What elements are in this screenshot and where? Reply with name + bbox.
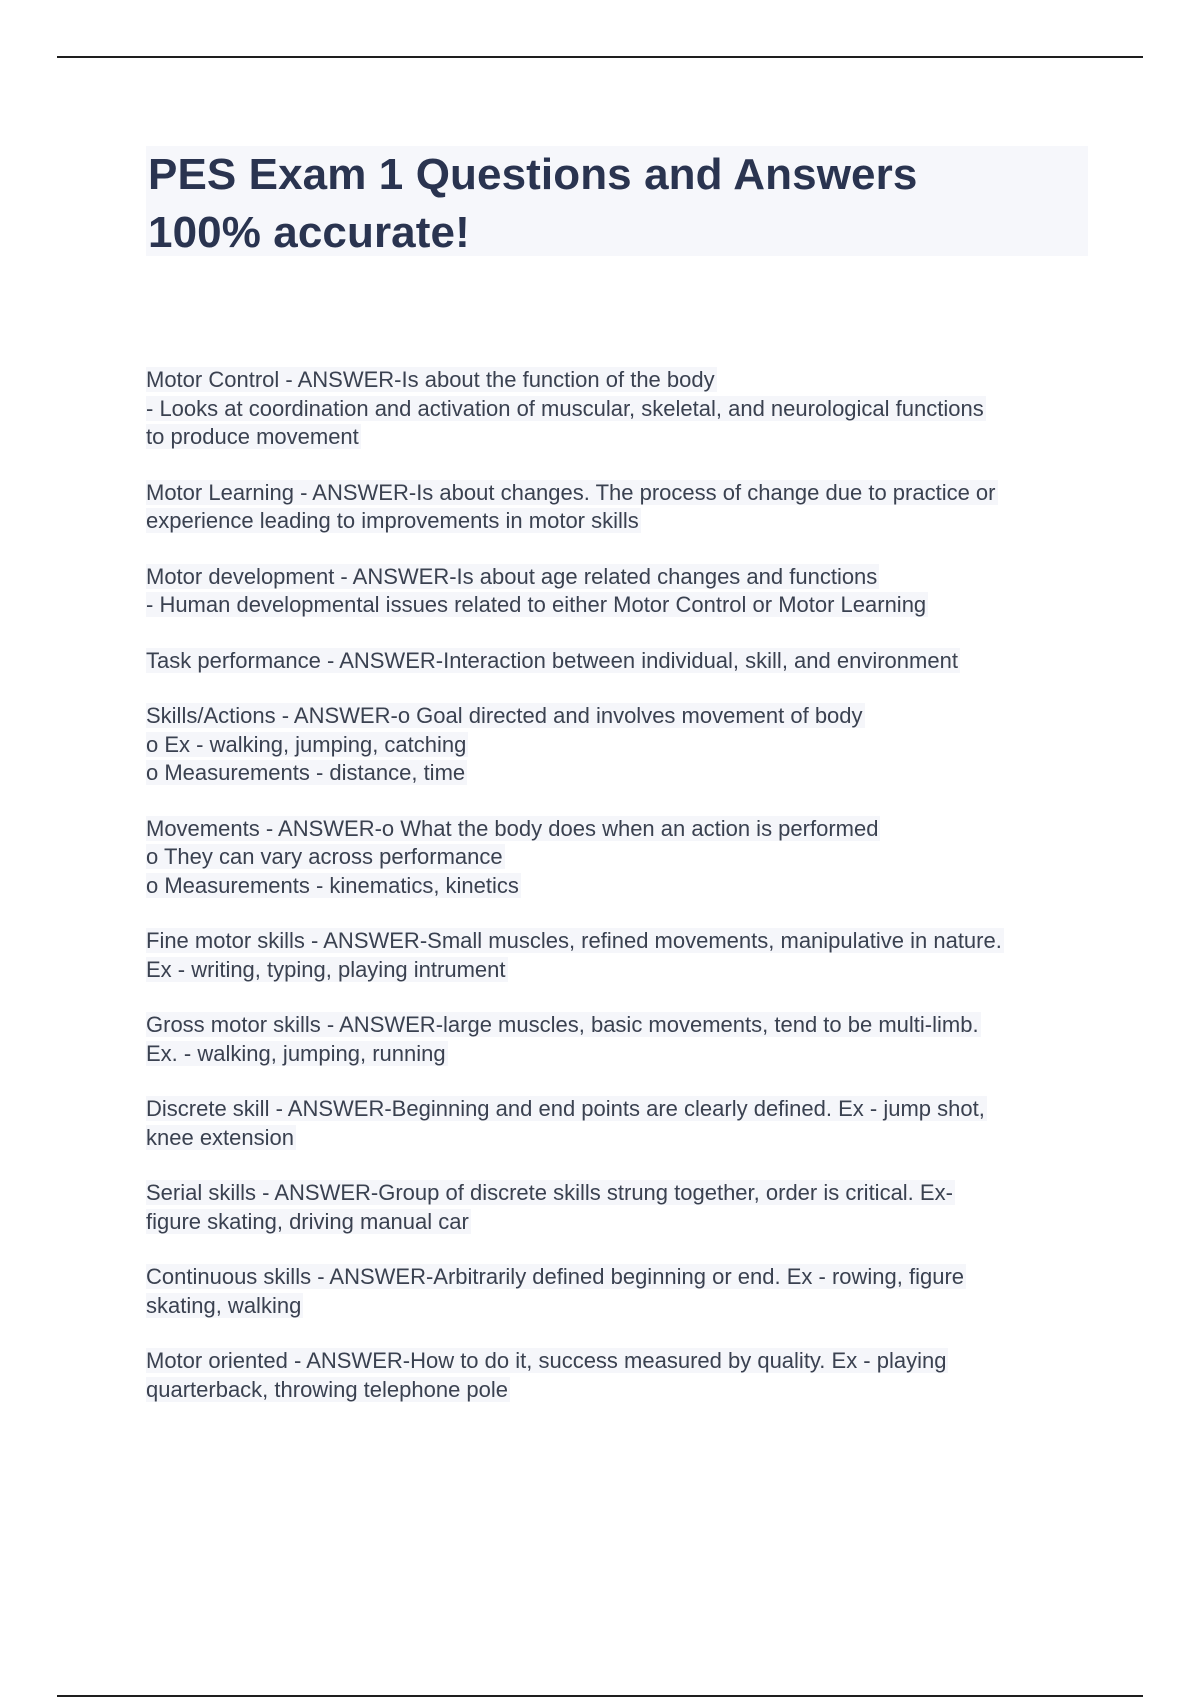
qa-line: Motor development - ANSWER-Is about age related changes and functions <box>146 563 878 589</box>
qa-item <box>146 1347 1096 1404</box>
qa-item <box>146 1095 1096 1152</box>
qa-line: Motor Control - ANSWER-Is about the function of the body <box>146 367 715 392</box>
qa-line: o Measurements - distance, time <box>146 760 466 785</box>
bottom-rule <box>57 1695 1143 1697</box>
qa-item <box>146 702 1096 788</box>
qa-item <box>146 1011 1096 1068</box>
qa-line: figure skating, driving manual car <box>146 1208 469 1234</box>
qa-item <box>146 1179 1096 1236</box>
qa-line: Movements - ANSWER-o What the body does when an action is performed <box>146 815 879 841</box>
qa-line: Skills/Actions - ANSWER-o Goal directed and involves movement of body <box>146 703 863 728</box>
qa-line: - Looks at coordination and activation of muscular, skeletal, and neurological functions <box>146 395 984 421</box>
qa-line: Ex - writing, typing, playing intrument <box>146 956 506 982</box>
qa-line: quarterback, throwing telephone pole <box>146 1376 509 1402</box>
qa-line: Discrete skill - ANSWER-Beginning and end points are clearly defined. Ex - jump shot, <box>146 1096 985 1121</box>
qa-item <box>146 366 1096 452</box>
qa-line: knee extension <box>146 1124 294 1150</box>
qa-line: Gross motor skills - ANSWER-large muscles, basic movements, tend to be multi-limb. <box>146 1012 979 1037</box>
qa-line: o Measurements - kinematics, kinetics <box>146 872 519 898</box>
qa-line: Continuous skills - ANSWER-Arbitrarily defined beginning or end. Ex - rowing, figure <box>146 1264 965 1289</box>
qa-line: skating, walking <box>146 1292 302 1318</box>
qa-line: to produce movement <box>146 424 359 449</box>
qa-item <box>146 927 1096 984</box>
qa-item <box>146 1263 1096 1320</box>
qa-list <box>146 366 1096 1431</box>
title-block <box>146 146 1088 256</box>
qa-item <box>146 479 1096 536</box>
qa-line: - Human developmental issues related to either Motor Control or Motor Learning <box>146 592 927 617</box>
qa-line: experience leading to improvements in motor skills <box>146 508 639 533</box>
qa-line: Motor Learning - ANSWER-Is about changes. The process of change due to practice or <box>146 479 996 505</box>
qa-line: Ex. - walking, jumping, running <box>146 1040 446 1066</box>
title-line: 100% accurate! <box>148 208 470 257</box>
qa-line: o Ex - walking, jumping, catching <box>146 731 467 757</box>
qa-item <box>146 815 1096 901</box>
top-rule <box>57 56 1143 58</box>
qa-line: Motor oriented - ANSWER-How to do it, success measured by quality. Ex - playing <box>146 1348 947 1373</box>
qa-line: Serial skills - ANSWER-Group of discrete skills strung together, order is critical. Ex- <box>146 1180 953 1205</box>
title-line: PES Exam 1 Questions and Answers <box>148 150 918 199</box>
qa-item <box>146 647 1096 676</box>
qa-line: o They can vary across performance <box>146 844 503 869</box>
page-title <box>148 146 1088 262</box>
qa-line: Fine motor skills - ANSWER-Small muscles, refined movements, manipulative in nature. <box>146 928 1002 953</box>
qa-item <box>146 563 1096 620</box>
qa-line: Task performance - ANSWER-Interaction between individual, skill, and environment <box>146 647 958 673</box>
